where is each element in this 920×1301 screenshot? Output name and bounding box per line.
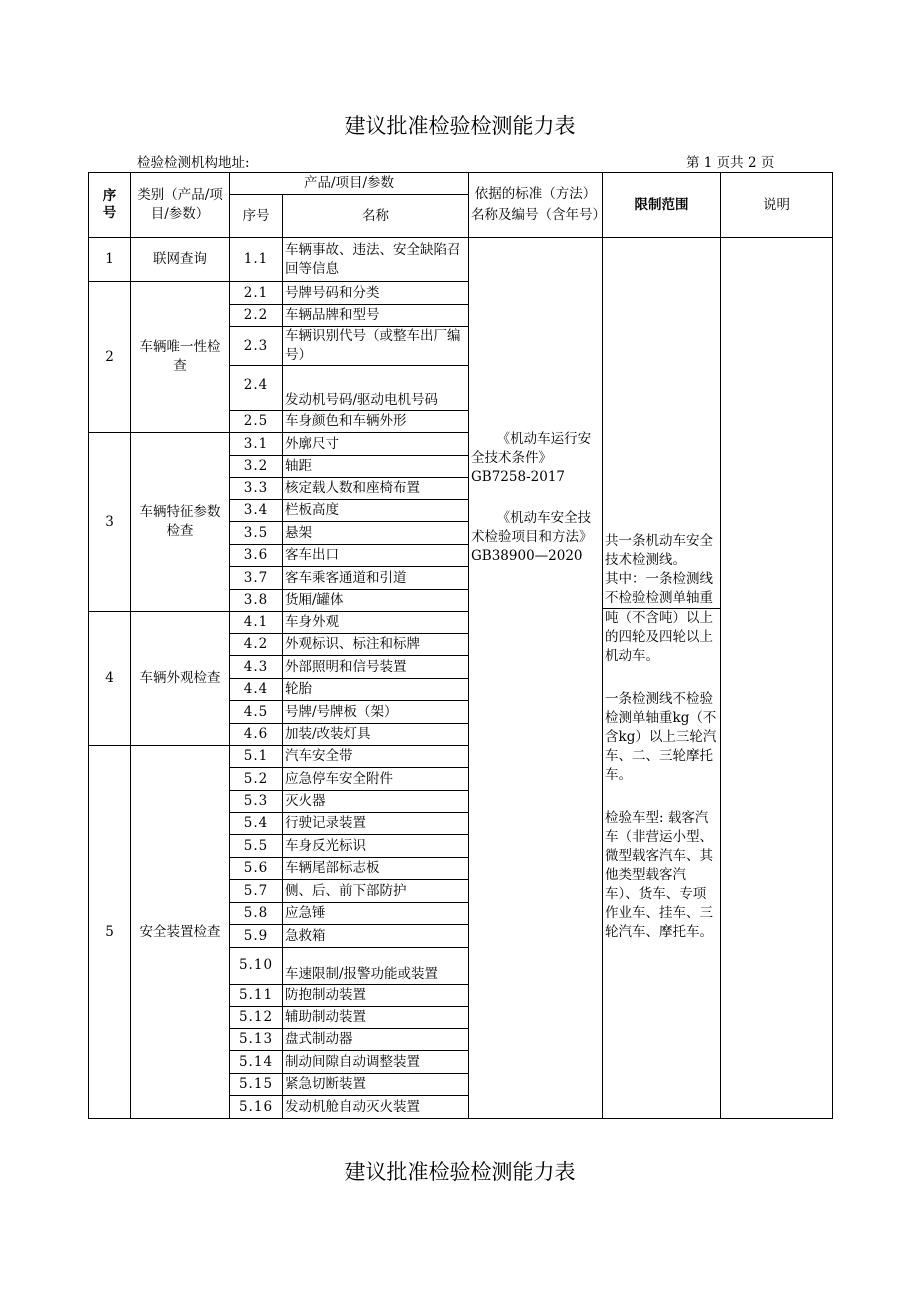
header-note: 说明 — [721, 173, 833, 238]
group-seq: 1 — [89, 238, 131, 282]
capability-table — [88, 172, 833, 1119]
header-group: 产品/项目/参数 — [230, 173, 469, 195]
item-number: 5.9 — [230, 925, 283, 948]
item-name: 车辆识别代号（或整车出厂编号） — [283, 327, 469, 366]
item-number: 3.1 — [230, 433, 283, 456]
item-number: 4.2 — [230, 634, 283, 656]
item-name: 悬架 — [283, 522, 469, 545]
item-name: 车身外观 — [283, 612, 469, 634]
item-number: 5.12 — [230, 1007, 283, 1029]
group-category: 车辆外观检查 — [131, 612, 230, 746]
header-category: 类别（产品/项目/参数） — [131, 173, 230, 238]
item-number: 5.16 — [230, 1096, 283, 1119]
item-name: 外观标识、标注和标牌 — [283, 634, 469, 656]
group-category: 联网查询 — [131, 238, 230, 282]
item-number: 5.14 — [230, 1051, 283, 1074]
group-seq: 3 — [89, 433, 131, 612]
item-name: 车速限制/报警功能或装置 — [283, 948, 469, 985]
item-name: 车身反光标识 — [283, 835, 469, 858]
item-name: 车辆品牌和型号 — [283, 305, 469, 327]
limit-cell — [603, 238, 721, 1119]
address-label: 检验检测机构地址: — [137, 155, 250, 171]
group-category: 安全装置检查 — [131, 746, 230, 1119]
item-number: 4.1 — [230, 612, 283, 634]
header-seq: 序号 — [89, 173, 131, 238]
item-name: 制动间隙自动调整装置 — [283, 1051, 469, 1074]
item-name: 轮胎 — [283, 679, 469, 701]
item-name: 车身颜色和车辆外形 — [283, 411, 469, 433]
item-name: 防抱制动装置 — [283, 985, 469, 1007]
item-number: 5.5 — [230, 835, 283, 858]
item-number: 2.1 — [230, 282, 283, 305]
standard-cell — [469, 238, 603, 1119]
limit-p2: 其中：一条检测线不检验检测单轴重 — [605, 571, 714, 606]
item-name: 客车出口 — [283, 545, 469, 567]
group-seq: 5 — [89, 746, 131, 1119]
limit-p4: 一条检测线不检验检测单轴重kg（不含kg）以上三轮汽车、二、三轮摩托车。 — [605, 691, 717, 783]
header-standard: 依据的标准（方法）名称及编号（含年号） — [469, 173, 603, 238]
item-name: 加装/改装灯具 — [283, 724, 469, 746]
item-number: 5.13 — [230, 1029, 283, 1051]
item-number: 5.6 — [230, 858, 283, 880]
item-name: 行驶记录装置 — [283, 813, 469, 835]
item-number: 3.2 — [230, 456, 283, 478]
item-name: 盘式制动器 — [283, 1029, 469, 1051]
item-number: 4.5 — [230, 701, 283, 724]
item-name: 应急停车安全附件 — [283, 768, 469, 791]
item-name: 外部照明和信号装置 — [283, 656, 469, 679]
standard-2-name: 《机动车安全技术检验项目和方法》 — [471, 510, 593, 545]
item-number: 2.3 — [230, 327, 283, 366]
item-name: 紧急切断装置 — [283, 1074, 469, 1096]
item-name: 侧、后、前下部防护 — [283, 880, 469, 903]
item-number: 3.5 — [230, 522, 283, 545]
item-name: 车辆尾部标志板 — [283, 858, 469, 880]
item-number: 5.15 — [230, 1074, 283, 1096]
item-name: 发动机舱自动灭火装置 — [283, 1096, 469, 1119]
item-name: 号牌/号牌板（架） — [283, 701, 469, 724]
group-category: 车辆唯一性检查 — [131, 282, 230, 433]
item-name: 客车乘客通道和引道 — [283, 567, 469, 590]
page-title-repeat: 建议批准检验检测能力表 — [344, 1160, 576, 1184]
header-name: 名称 — [283, 195, 469, 238]
item-name: 号牌号码和分类 — [283, 282, 469, 305]
item-number: 5.7 — [230, 880, 283, 903]
item-number: 4.4 — [230, 679, 283, 701]
item-number: 5.1 — [230, 746, 283, 768]
item-name: 栏板高度 — [283, 500, 469, 522]
note-cell — [721, 238, 833, 1119]
item-number: 3.7 — [230, 567, 283, 590]
item-number: 5.4 — [230, 813, 283, 835]
item-name: 应急锤 — [283, 903, 469, 925]
item-name: 汽车安全带 — [283, 746, 469, 768]
header-sub-seq: 序号 — [230, 195, 283, 238]
item-number: 2.5 — [230, 411, 283, 433]
item-name: 轴距 — [283, 456, 469, 478]
item-name: 核定载人数和座椅布置 — [283, 478, 469, 500]
item-name: 急救箱 — [283, 925, 469, 948]
item-number: 2.2 — [230, 305, 283, 327]
group-seq: 2 — [89, 282, 131, 433]
item-name: 外廓尺寸 — [283, 433, 469, 456]
limit-p1: 共一条机动车安全技术检测线。 — [605, 533, 714, 568]
item-number: 3.8 — [230, 590, 283, 612]
item-name: 灭火器 — [283, 791, 469, 813]
item-number: 5.10 — [230, 948, 283, 985]
group-seq: 4 — [89, 612, 131, 746]
item-number: 1.1 — [230, 238, 283, 282]
limit-p3: 吨（不含吨）以上的四轮及四轮以上机动车。 — [603, 608, 720, 666]
item-name: 车辆事故、违法、安全缺陷召回等信息 — [283, 238, 469, 282]
item-number: 3.4 — [230, 500, 283, 522]
header-limit: 限制范围 — [603, 173, 721, 238]
limit-p5: 检验车型: 载客汽车（非营运小型、微型载客汽车、其他类型载客汽车）、货车、专项作业车、挂车、三轮汽车、摩托车。 — [605, 810, 714, 940]
item-number: 3.3 — [230, 478, 283, 500]
standard-1-name: 《机动车运行安全技术条件》 — [471, 431, 592, 466]
item-name: 货厢/罐体 — [283, 590, 469, 612]
standard-1-code: GB7258-2017 — [471, 469, 565, 485]
group-category: 车辆特征参数检查 — [131, 433, 230, 612]
item-number: 4.6 — [230, 724, 283, 746]
standard-2-code: GB38900—2020 — [471, 548, 583, 564]
item-number: 5.2 — [230, 768, 283, 791]
item-number: 5.8 — [230, 903, 283, 925]
item-name: 辅助制动装置 — [283, 1007, 469, 1029]
table-row — [89, 238, 833, 282]
item-number: 3.6 — [230, 545, 283, 567]
item-number: 4.3 — [230, 656, 283, 679]
item-name: 发动机号码/驱动电机号码 — [283, 366, 469, 411]
item-number: 5.3 — [230, 791, 283, 813]
page-number: 第 1 页共 2 页 — [686, 155, 775, 171]
page-title: 建议批准检验检测能力表 — [344, 114, 576, 138]
item-number: 2.4 — [230, 366, 283, 411]
item-number: 5.11 — [230, 985, 283, 1007]
